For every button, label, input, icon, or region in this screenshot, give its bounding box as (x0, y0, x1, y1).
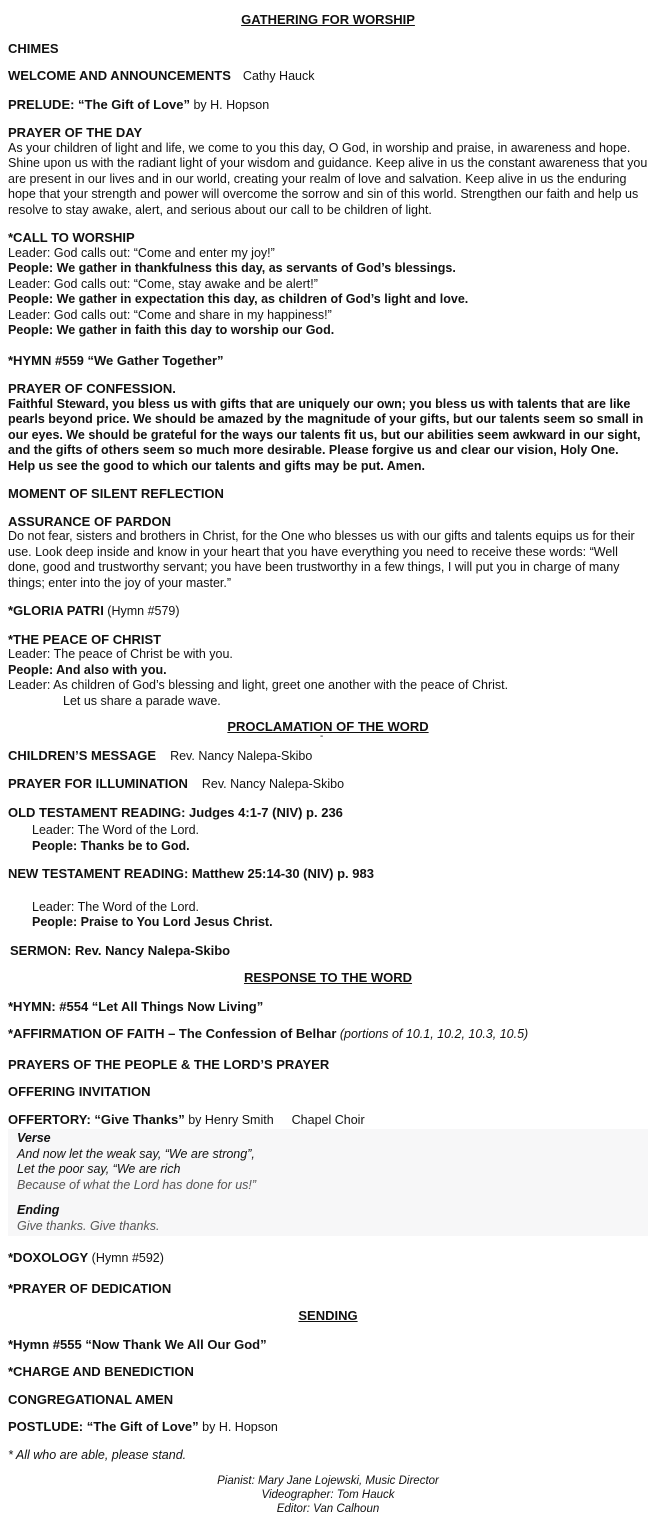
call-people-3: People: We gather in faith this day to worship our God. (8, 323, 335, 337)
verse-title: Verse (17, 1131, 51, 1145)
assurance-of-pardon (8, 514, 648, 592)
offertory-line (8, 1112, 648, 1129)
verse-line-1: And now let the weak say, “We are strong”, (17, 1146, 255, 1161)
offertory-lyrics (8, 1129, 648, 1236)
heading-proclamation: PROCLAMATION OF THE WORD (227, 719, 429, 734)
welcome-person: Cathy Hauck (242, 69, 315, 83)
offertory-choir: Chapel Choir (291, 1112, 365, 1127)
prayer-day-text: As your children of light and life, we come to you this day, O God, in worship and praise, in awareness and hope. Shine upon us with the radiant light of your wisdom and guidance. Keep alive in us the constant awareness that you are present in our lives and in our world, creating your realm of love and salvation. Keep alive in us the enduring hope that your strength and power will overcome the sorrow and sin of this world. Strengthen our faith and help us resolve to stay awake, alert, and serious about our call to be children of light. (8, 140, 648, 217)
nt-leader: Leader: The Word of the Lord. (32, 899, 200, 914)
prelude-composer: by H. Hopson (190, 97, 270, 112)
illumination-title: PRAYER FOR ILLUMINATION (8, 776, 188, 791)
prelude-line (8, 97, 648, 114)
doxology-line (8, 1250, 648, 1267)
heading-gathering: GATHERING FOR WORSHIP (241, 12, 415, 27)
stray-mark: - (320, 731, 324, 742)
bulletin-document (8, 12, 648, 1516)
credit-pianist: Pianist: Mary Jane Lojewski, Music Director (217, 1475, 439, 1487)
gloria-patri-line (8, 603, 648, 620)
offering-invitation: OFFERING INVITATION (8, 1084, 151, 1099)
welcome-title: WELCOME AND ANNOUNCEMENTS (8, 68, 231, 83)
ending-line: Give thanks. Give thanks. (17, 1218, 160, 1233)
prayers-of-the-people: PRAYERS OF THE PEOPLE & THE LORD’S PRAYER (8, 1056, 330, 1072)
hymn-555: *Hymn #555 “Now Thank We All Our God” (8, 1336, 267, 1352)
charge-and-benediction: *CHARGE AND BENEDICTION (8, 1364, 194, 1379)
doxology-hymn: (Hymn #592) (88, 1251, 164, 1265)
postlude-title: POSTLUDE: “The Gift of Love” (8, 1419, 199, 1434)
call-people-1: People: We gather in thankfulness this day, as servants of God’s blessings. (8, 261, 456, 275)
peace-leader-2b: Let us share a parade wave. (63, 693, 221, 708)
gloria-hymn: (Hymn #579) (103, 604, 180, 618)
prayer-of-the-day (8, 125, 648, 218)
nt-people: People: Praise to You Lord Jesus Christ. (32, 915, 273, 929)
credit-videographer: Videographer: Tom Hauck (261, 1489, 395, 1501)
call-people-2: People: We gather in expectation this day, as children of God’s light and love. (8, 292, 469, 306)
new-testament-reading (8, 866, 648, 931)
call-to-worship (8, 230, 648, 339)
doxology-title: *DOXOLOGY (8, 1250, 89, 1265)
verse-line-3: Because of what the Lord has done for us!” (17, 1177, 257, 1192)
prelude-title: PRELUDE: “The Gift of Love” (8, 96, 190, 112)
heading-sending: SENDING (298, 1308, 358, 1323)
credits (8, 1474, 648, 1516)
chimes-title: CHIMES (8, 40, 59, 56)
childrens-message-line (8, 748, 648, 765)
credit-editor: Editor: Van Calhoun (276, 1503, 380, 1515)
prayer-day-title: PRAYER OF THE DAY (8, 125, 143, 140)
illumination-person: Rev. Nancy Nalepa-Skibo (201, 777, 345, 791)
postlude-composer: by H. Hopson (198, 1420, 278, 1434)
congregational-amen: CONGREGATIONAL AMEN (8, 1391, 174, 1407)
peace-leader-2: Leader: As children of God’s blessing and light, greet one another with the peace of Christ. (8, 678, 509, 692)
ot-leader: Leader: The Word of the Lord. (32, 823, 200, 837)
postlude-line (8, 1419, 648, 1436)
confession-title: PRAYER OF CONFESSION. (8, 381, 176, 396)
prayer-of-dedication: *PRAYER OF DEDICATION (8, 1280, 172, 1296)
pardon-title: ASSURANCE OF PARDON (8, 513, 171, 529)
verse-line-2: Let the poor say, “We are rich (17, 1162, 181, 1176)
confession-text: Faithful Steward, you bless us with gifts that are uniquely our own; you bless us with talents that are like pearls beyond price. We should be amazed by the magnitude of your gifts, but our talents seem so small in our eyes. We should be grateful for the ways our talents fit us, but our abilities seem awkward in our sight, and the gifts of others seem so much more desirable. Please forgive us and clear our vision, Holy One. Help us see the good to which our talents and gifts may be put. Amen. (8, 396, 644, 473)
stand-note: * All who are able, please stand. (8, 1447, 187, 1462)
call-leader-1: Leader: God calls out: “Come and enter my joy!” (8, 245, 275, 260)
call-leader-3: Leader: God calls out: “Come and share in my happiness!” (8, 307, 332, 322)
affirmation-line (8, 1026, 648, 1043)
affirmation-title: *AFFIRMATION OF FAITH – The Confession of Belhar (8, 1026, 337, 1041)
pardon-text: Do not fear, sisters and brothers in Christ, for the One who blesses us with our gifts and talents equips us for their use. Look deep inside and know in your heart that you have everything you need to receive these words: “Well done, good and trustworthy servant; you have been trustworthy in a few things, I will put you in charge of many things; enter into the joy of your master.” (8, 529, 635, 590)
old-testament-reading (8, 805, 648, 855)
gloria-title: *GLORIA PATRI (8, 603, 104, 618)
ot-title: OLD TESTAMENT READING: Judges 4:1-7 (NIV) p. 236 (8, 804, 343, 820)
childrens-person: Rev. Nancy Nalepa-Skibo (170, 748, 313, 763)
call-leader-2: Leader: God calls out: “Come, stay awake and be alert!” (8, 276, 318, 291)
childrens-title: CHILDREN’S MESSAGE (8, 747, 157, 763)
peace-of-christ (8, 632, 648, 710)
offertory-composer: by Henry Smith (184, 1112, 274, 1127)
ot-people: People: Thanks be to God. (32, 838, 190, 853)
peace-title: *THE PEACE OF CHRIST (8, 631, 162, 647)
prayer-of-confession (8, 381, 648, 474)
nt-title: NEW TESTAMENT READING: Matthew 25:14-30 (NIV) p. 983 (8, 866, 374, 881)
call-title: *CALL TO WORSHIP (8, 230, 135, 245)
silent-reflection: MOMENT OF SILENT REFLECTION (8, 486, 224, 501)
heading-response: RESPONSE TO THE WORD (243, 970, 413, 985)
offertory-title: OFFERTORY: “Give Thanks” (8, 1111, 185, 1127)
affirmation-portions: (portions of 10.1, 10.2, 10.3, 10.5) (336, 1027, 529, 1041)
hymn-554: *HYMN: #554 “Let All Things Now Living” (8, 998, 264, 1014)
ending-title: Ending (17, 1203, 60, 1217)
sermon-line: SERMON: Rev. Nancy Nalepa-Skibo (10, 942, 231, 958)
hymn-559: *HYMN #559 “We Gather Together” (8, 352, 224, 368)
peace-leader-1: Leader: The peace of Christ be with you. (8, 647, 233, 661)
illumination-line (8, 776, 648, 793)
peace-people-1: People: And also with you. (8, 662, 167, 677)
welcome-line (8, 68, 648, 85)
